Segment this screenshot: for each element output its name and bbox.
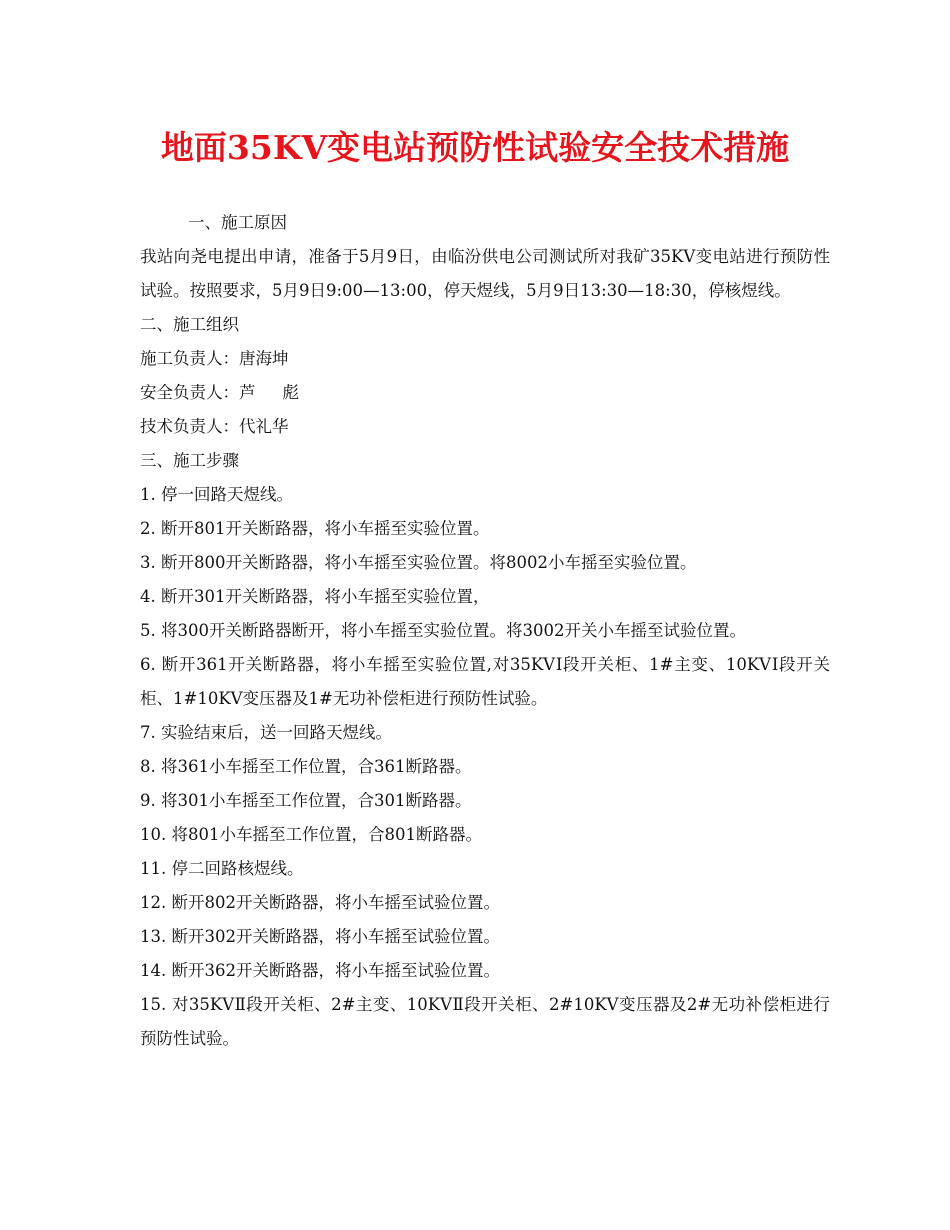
step-item: 14. 断开362开关断路器，将小车摇至试验位置。 <box>140 961 500 980</box>
step-item: 7. 实验结束后，送一回路天煜线。 <box>140 723 392 742</box>
step-item: 12. 断开802开关断路器，将小车摇至试验位置。 <box>140 893 500 912</box>
step-item: 10. 将801小车摇至工作位置，合801断路器。 <box>140 825 482 844</box>
reason-paragraph: 我站向尧电提出申请，准备于5月9日，由临汾供电公司测试所对我矿35KV变电站进行预防性试验。按照要求，5月9日9:00—13:00，停天煜线，5月9日13:30—18:30，停核煜线。 <box>140 247 830 300</box>
step-item: 6. 断开361开关断路器，将小车摇至实验位置,对35KVⅠ段开关柜、1#主变、10KVⅠ段开关柜、1#10KV变压器及1#无功补偿柜进行预防性试验。 <box>140 655 830 708</box>
org-line-technical-lead: 技术负责人：代礼华 <box>140 417 289 436</box>
document-body <box>140 206 830 1056</box>
section-heading-steps: 三、施工步骤 <box>140 451 239 470</box>
step-item: 2. 断开801开关断路器，将小车摇至实验位置。 <box>140 519 490 538</box>
section-heading-reason: 一、施工原因 <box>188 213 287 232</box>
org-line-construction-lead: 施工负责人：唐海坤 <box>140 349 289 368</box>
org-line-safety-lead: 安全负责人：芦 彪 <box>140 383 299 402</box>
step-item: 5. 将300开关断路器断开，将小车摇至实验位置。将3002开关小车摇至试验位置。 <box>140 621 746 640</box>
section-heading-organization: 二、施工组织 <box>140 315 239 334</box>
step-item: 1. 停一回路天煜线。 <box>140 485 293 504</box>
step-item: 3. 断开800开关断路器，将小车摇至实验位置。将8002小车摇至实验位置。 <box>140 553 697 572</box>
step-item: 4. 断开301开关断路器，将小车摇至实验位置， <box>140 587 490 606</box>
step-item: 15. 对35KVⅡ段开关柜、2#主变、10KVⅡ段开关柜、2#10KV变压器及2#无功补偿柜进行预防性试验。 <box>140 995 830 1048</box>
step-item: 8. 将361小车摇至工作位置，合361断路器。 <box>140 757 472 776</box>
step-item: 9. 将301小车摇至工作位置，合301断路器。 <box>140 791 472 810</box>
step-item: 11. 停二回路核煜线。 <box>140 859 304 878</box>
step-item: 13. 断开302开关断路器，将小车摇至试验位置。 <box>140 927 500 946</box>
document-title: 地面35KV变电站预防性试验安全技术措施 <box>160 128 790 167</box>
